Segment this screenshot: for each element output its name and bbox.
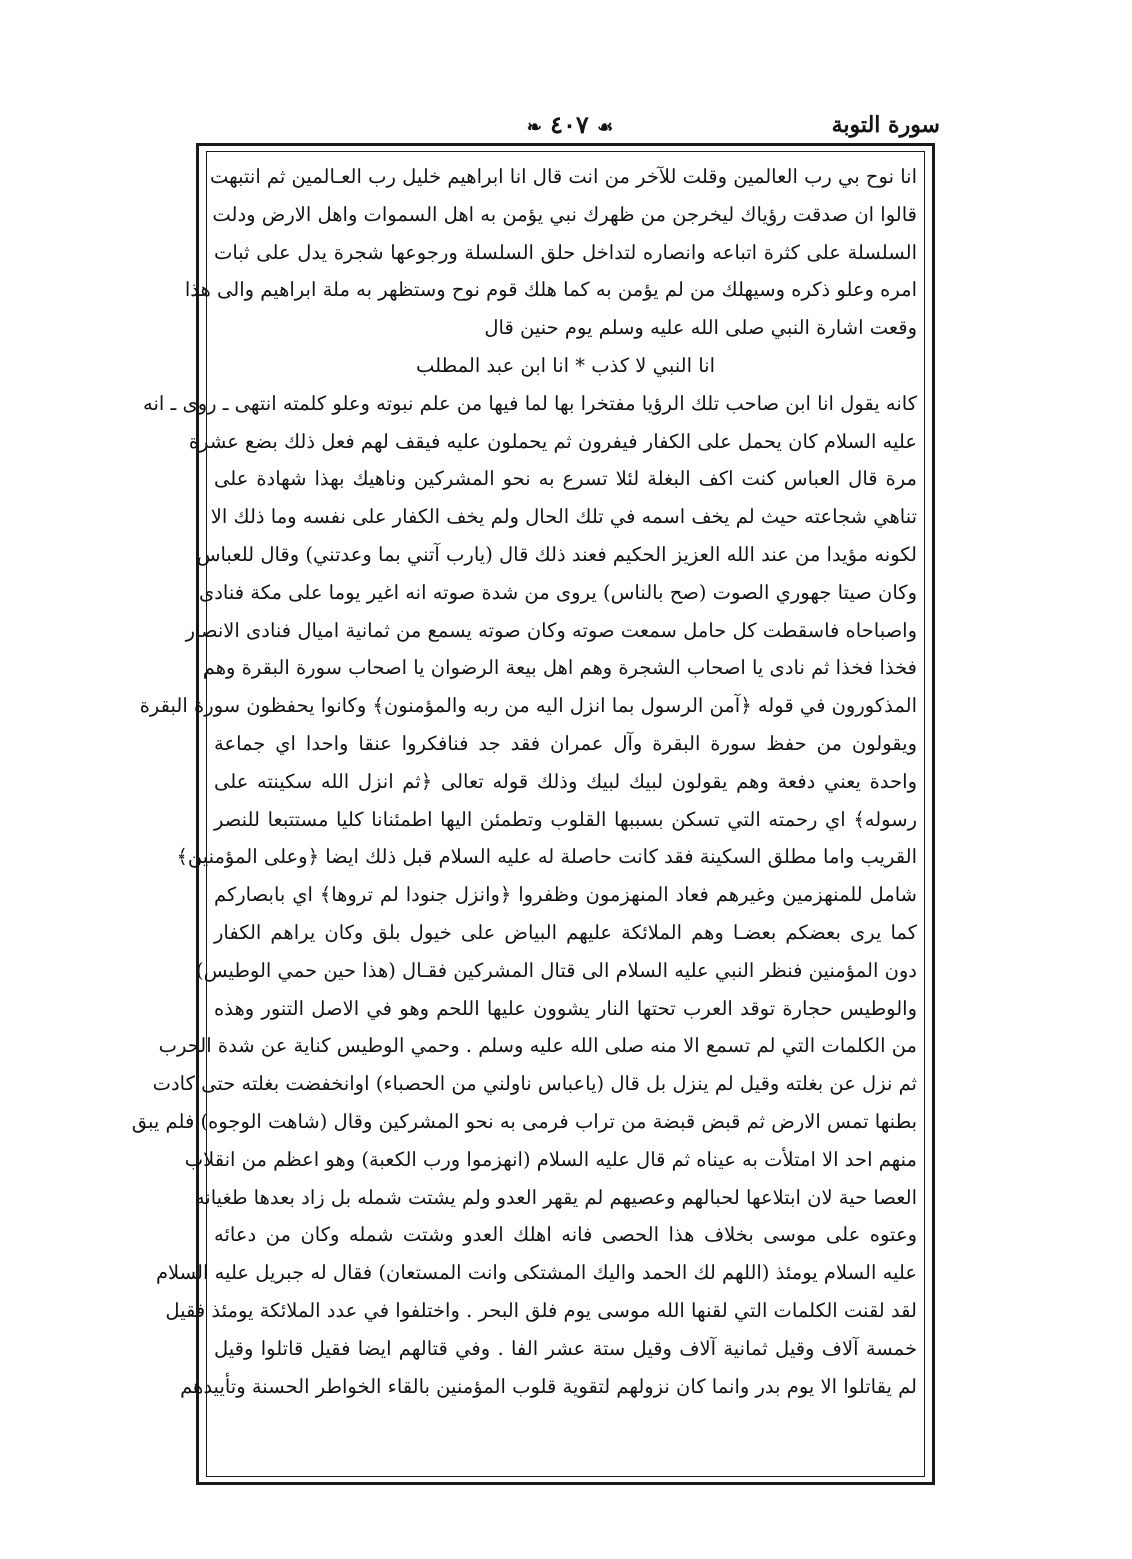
text-line: لقد لقنت الكلمات التي لقنها الله موسى يوم فلق البحر . واختلفوا في عدد الملائكة يومئذ فقيل [165, 1298, 917, 1322]
page-number-block [200, 110, 940, 139]
text-line: عليه السلام يومئذ (اللهم لك الحمد واليك المشتكى وانت المستعان) فقال له جبريل عليه السلام [155, 1261, 917, 1285]
page-number: ٤٠٧ [550, 110, 589, 139]
ornament-left-icon: ❧ [526, 117, 542, 138]
text-line: فخذا فخذا ثم نادى يا اصحاب الشجرة وهم اهل بيعة الرضوان يا اصحاب سورة البقرة وهم [202, 656, 917, 680]
text-line: السلسلة على كثرة اتباعه وانصاره لتداخل حلق السلسلة ورجوعها شجرة يدل على ثبات [214, 240, 917, 264]
text-line: لكونه مؤيدا من عند الله العزيز الحكيم فعند ذلك قال (يارب آتني بما وعدتني) وقال للعباس [196, 542, 917, 566]
text-line: كانه يقول انا ابن صاحب تلك الرؤيا مفتخرا بها لما فيها من علم نبوته وعلو كلمته انتهى ـ روى ـ انه [143, 391, 917, 415]
text-line: وعتوه على موسى بخلاف هذا الحصى فانه اهلك العدو وشتت شمله وكان من دعائه [214, 1223, 917, 1247]
text-line: قالوا ان صدقت رؤياك ليخرجن من ظهرك نبي يؤمن به اهل السموات واهل الارض ودلت [212, 202, 917, 226]
text-line: العصا حية لان ابتلاعها لحبالهم وعصيهم لم يقهر العدو ولم يشتت شمله بل زاد بعدها طغيانه [194, 1185, 917, 1209]
text-line: وقعت اشارة النبي صلى الله عليه وسلم يوم حنين قال [484, 316, 917, 340]
text-line: ثم نزل عن بغلته وقيل لم ينزل بل قال (ياعباس ناولني من الحصباء) اوانخفضت بغلته حتى كادت [152, 1072, 917, 1096]
text-line: بطنها تمس الارض ثم قبض قبضة من تراب فرمى به نحو المشركين وقال (شاهت الوجوه) فلم يبق [131, 1109, 917, 1133]
text-line: خمسة آلاف وقيل ثمانية آلاف وقيل ستة عشر الفا . وفي قتالهم ايضا فقيل قاتلوا وقيل [214, 1336, 917, 1360]
surah-title: سورة التوبة [831, 112, 940, 138]
text-line: منهم احد الا امتلأت به عيناه ثم قال عليه السلام (انهزموا ورب الكعبة) وهو اعظم من انقلاب [184, 1147, 917, 1171]
verse-line: انا النبي لا كذب * انا ابن عبد المطلب [416, 353, 715, 377]
text-line: مرة قال العباس كنت اكف البغلة لئلا تسرع به نحو المشركين وناهيك بهذا شهادة على [214, 467, 917, 491]
text-line: تناهي شجاعته حيث لم يخف اسمه في تلك الحال ولم يخف الكفار على نفسه وما ذلك الا [210, 505, 917, 529]
text-line: عليه السلام كان يحمل على الكفار فيفرون ثم يحملون عليه فيقف لهم فعل ذلك بضع عشرة [188, 429, 917, 453]
text-line: شامل للمنهزمين وغيرهم فعاد المنهزمون وظفروا ﴿وانزل جنودا لم تروها﴾ اي بابصاركم [214, 883, 917, 907]
text-line: دون المؤمنين فنظر النبي عليه السلام الى قتال المشركين فقـال (هذا حين حمي الوطيس) [196, 958, 917, 982]
text-line: كما يرى بعضكم بعضـا وهم الملائكة عليهم البياض على خيول بلق وكان يراهم الكفار [214, 920, 917, 944]
text-line: وكان صيتا جهوري الصوت (صح بالناس) يروى من شدة صوته انه اغير يوما على مكة فنادى [198, 580, 917, 604]
text-line: امره وعلو ذكره وسيهلك من لم يؤمن به كما هلك قوم نوح وستظهر به ملة ابراهيم والى هذا [184, 278, 917, 302]
text-line: والوطيس حجارة توقد العرب تحتها النار يشوون عليها اللحم وهو في الاصل التنور وهذه [214, 996, 917, 1020]
text-line: رسوله﴾ اي رحمته التي تسكن بسببها القلوب وتطمئن اليها اطمئنانا كليا مستتبعا للنصر [214, 807, 917, 831]
page-header [200, 104, 940, 140]
ornament-right-icon: ☙ [597, 117, 614, 138]
text-line: انا نوح بي رب العالمين وقلت للآخر من انت قال انا ابراهيم خليل رب العـالمين ثم انتبهت [209, 165, 917, 188]
text-line: واصباحاه فاسقطت كل حامل سمعت صوته وكان صوته يسمع من ثمانية اميال فنادى الانصار [185, 618, 917, 642]
text-line: واحدة يعني دفعة وهم يقولون لبيك لبيك وذلك قوله تعالى ﴿ثم انزل الله سكينته على [214, 769, 917, 793]
text-line: القريب واما مطلق السكينة فقد كانت حاصلة له عليه السلام قبل ذلك ايضا ﴿وعلى المؤمنين﴾ [176, 845, 917, 869]
text-line: المذكورون في قوله ﴿آمن الرسول بما انزل اليه من ربه والمؤمنون﴾ وكانوا يحفظون سورة البقرة [139, 694, 917, 718]
text-line: ويقولون من حفظ سورة البقرة وآل عمران فقد جد فنافكروا عنقا واحدا اي جماعة [214, 731, 917, 755]
text-body [131, 158, 917, 1472]
text-line: لم يقاتلوا الا يوم بدر وانما كان نزولهم لتقوية قلوب المؤمنين بالقاء الخواطر الحسنة وتأييدهم [180, 1374, 917, 1398]
text-line: من الكلمات التي لم تسمع الا منه صلى الله عليه وسلم . وحمي الوطيس كناية عن شدة الحرب [158, 1034, 917, 1058]
